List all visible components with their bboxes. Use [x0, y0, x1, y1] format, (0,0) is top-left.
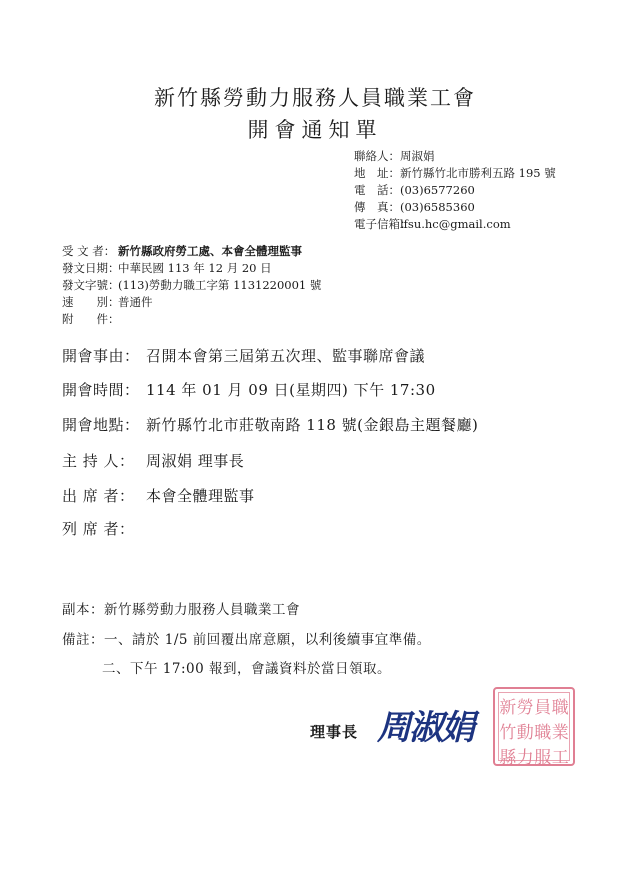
contact-value: 新竹縣竹北市勝利五路 195 號 [400, 166, 556, 180]
body-value: 114 年 01 月 09 日(星期四) 下午 17:30 [146, 381, 436, 399]
seal-grid [498, 692, 570, 768]
meta-date [62, 260, 272, 276]
seal-char: 工 [551, 748, 569, 768]
copy-line: 副本：新竹縣勞動力服務人員職業工會 [62, 602, 300, 618]
note-line-2: 二、下午 17:00 報到，會議資料於當日領取。 [102, 661, 391, 677]
contact-value: (03)6585360 [400, 200, 475, 214]
seal-char: 業 [551, 723, 569, 743]
note-line-1: 備註：一、請於 1/5 前回覆出席意願，以利後續事宜準備。 [62, 632, 431, 648]
seal-char: 職 [551, 698, 569, 718]
meta-recipient [62, 243, 302, 259]
contact-email [354, 216, 511, 234]
contact-label: 電子信箱： [354, 217, 412, 231]
seal-char: 動 [516, 723, 534, 743]
body-label: 列 席 者： [62, 520, 135, 538]
seal-char: 力 [516, 748, 534, 768]
contact-person [354, 148, 435, 166]
meta-doc-number [62, 277, 321, 293]
meeting-location [62, 414, 478, 435]
meeting-host [62, 450, 244, 471]
seal-char: 竹 [499, 723, 517, 743]
organization-title: 新竹縣勞動力服務人員職業工會 [154, 86, 476, 110]
chairman-label: 理事長 [310, 723, 359, 741]
contact-fax [354, 199, 475, 217]
meta-priority [62, 294, 153, 310]
meeting-attendees [62, 485, 255, 506]
body-label: 開會地點： [62, 416, 140, 434]
meeting-time [62, 379, 436, 400]
contact-label: 電 話： [354, 183, 400, 197]
meeting-observers [62, 518, 146, 539]
body-label: 開會時間： [62, 381, 140, 399]
seal-char: 新 [499, 698, 517, 718]
meta-label: 受 文 者： [62, 244, 116, 258]
meta-label: 速 別： [62, 295, 120, 309]
seal-char: 勞 [516, 698, 534, 718]
contact-label: 傳 真： [354, 200, 400, 214]
meta-value: 新竹縣政府勞工處、本會全體理監事 [118, 244, 302, 258]
seal-char: 職 [534, 723, 552, 743]
meeting-subject [62, 345, 425, 366]
document-title: 開會通知單 [247, 118, 383, 142]
body-label: 開會事由： [62, 347, 140, 365]
contact-value: (03)6577260 [400, 183, 475, 197]
meta-value: (113)勞動力職工字第 1131220001 號 [118, 278, 322, 292]
contact-phone [354, 182, 475, 200]
meta-label: 發文字號： [62, 278, 120, 292]
contact-address [354, 165, 556, 183]
seal-char: 員 [534, 698, 552, 718]
official-seal [493, 687, 575, 766]
contact-label: 聯絡人： [354, 149, 400, 163]
meta-label: 附 件： [62, 312, 120, 326]
contact-label: 地 址： [354, 166, 400, 180]
body-label: 出 席 者： [62, 487, 135, 505]
contact-value: lfsu.hc@gmail.com [400, 217, 511, 231]
meta-label: 發文日期： [62, 261, 120, 275]
body-value: 新竹縣竹北市莊敬南路 118 號(金銀島主題餐廳) [146, 416, 479, 434]
chairman-signature: 周淑娟 [377, 708, 473, 748]
contact-value: 周淑娟 [400, 149, 435, 163]
body-value: 召開本會第三屆第五次理、監事聯席會議 [146, 347, 426, 365]
meta-value: 普通件 [118, 295, 153, 309]
meta-value: 中華民國 113 年 12 月 20 日 [118, 261, 272, 275]
body-value: 周淑娟 理事長 [146, 452, 245, 470]
body-value: 本會全體理監事 [146, 487, 255, 505]
body-label: 主 持 人： [62, 452, 135, 470]
seal-char: 縣 [499, 748, 517, 768]
seal-char: 服 [534, 748, 552, 768]
meta-attachment [62, 311, 118, 327]
